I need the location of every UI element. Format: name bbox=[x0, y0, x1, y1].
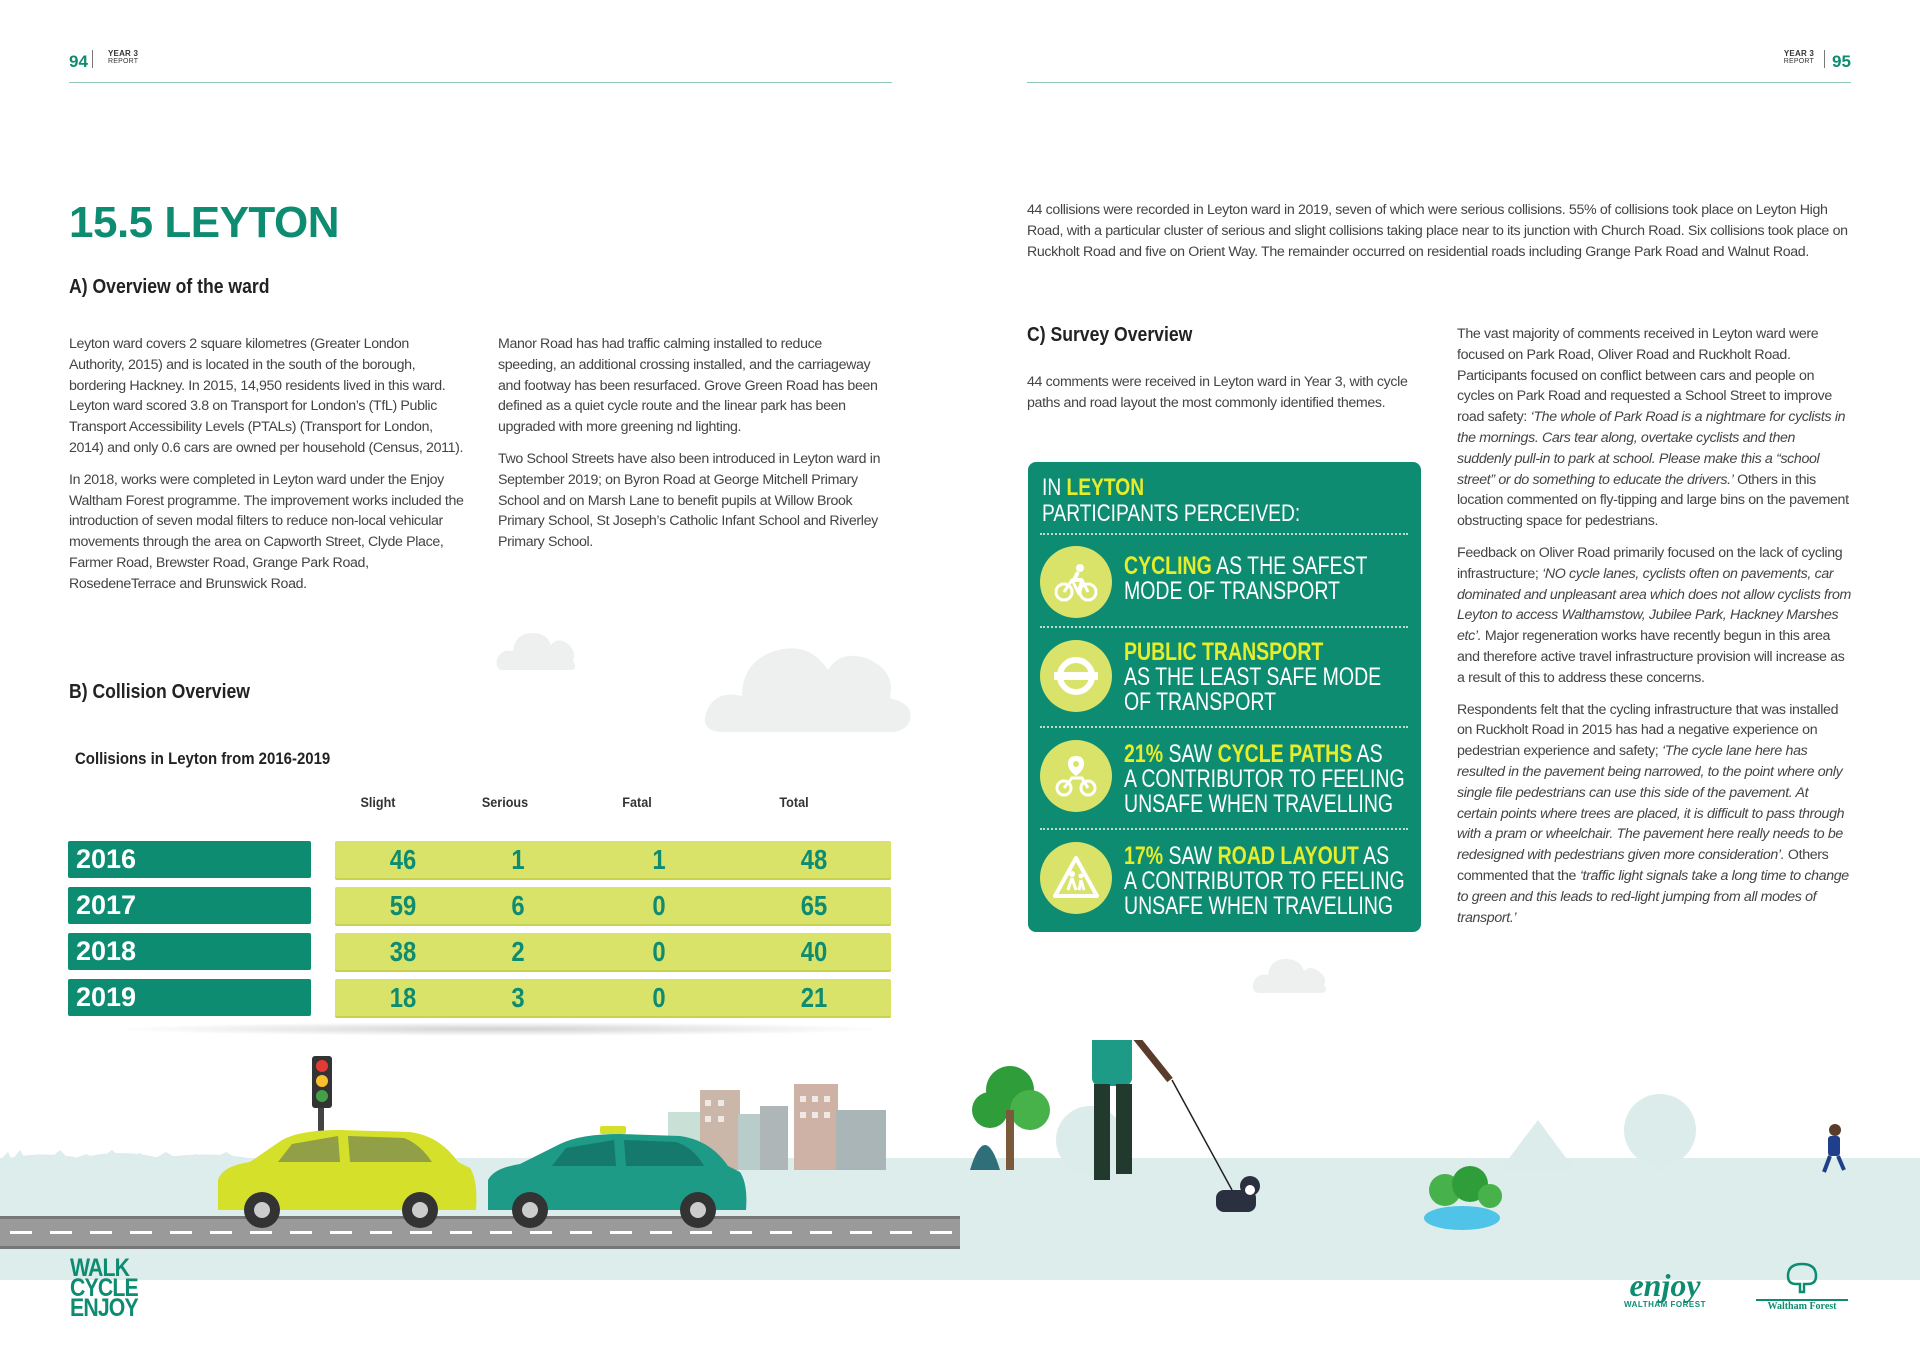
item-text: MODE OF TRANSPORT bbox=[1124, 577, 1340, 605]
infobox-divider bbox=[1040, 828, 1408, 830]
comment-text: Respondents felt that the cycling infrastructure that was installed on Ruckholt Road in 2015 has had a negative experience on pedestrian experience and safety; bbox=[1457, 701, 1839, 760]
item-text: AS THE LEAST SAFE MODE bbox=[1124, 663, 1382, 691]
report-line2: REPORT bbox=[108, 58, 139, 65]
item-text: UNSAFE WHEN TRAVELLING bbox=[1124, 790, 1394, 818]
overview-heading: A) Overview of the ward bbox=[69, 276, 270, 298]
item-highlight: 17% bbox=[1124, 842, 1164, 870]
comment-quote: ‘traffic light signals take a long time to change to green and this leads to red-light jumping from all modes of transport.’ bbox=[1457, 867, 1849, 926]
item-highlight: CYCLING bbox=[1124, 552, 1212, 580]
table-shadow bbox=[110, 1022, 890, 1036]
col-header-total: Total bbox=[779, 794, 809, 810]
street-illustration bbox=[0, 1040, 1920, 1280]
survey-heading: C) Survey Overview bbox=[1027, 324, 1193, 346]
survey-infobox bbox=[1028, 462, 1421, 932]
row-year: 2016 bbox=[68, 841, 311, 878]
infobox-item-3 bbox=[1124, 742, 1405, 817]
enjoy-waltham-forest-logo bbox=[1610, 1267, 1720, 1309]
overview-paragraph: Two School Streets have also been introduced in Leyton ward in September 2019; on Byron Road at George Mitchell Primary School and on Marsh Lane to benefit pupils at Willow Brook Primary School, St Joseph’s Catholic Infant School and Riverley Primary School. bbox=[498, 450, 881, 551]
item-highlight: ROAD LAYOUT bbox=[1217, 842, 1359, 870]
report-line2: REPORT bbox=[1783, 58, 1814, 65]
table-row bbox=[68, 979, 891, 1019]
logo-cycle: CYCLE bbox=[70, 1274, 138, 1302]
page-title: 15.5 LEYTON bbox=[69, 198, 340, 247]
logo-walk: WALK bbox=[70, 1254, 130, 1282]
bicycle-icon bbox=[1040, 546, 1112, 618]
overview-column-2 bbox=[498, 334, 883, 564]
comment-text: Feedback on Oliver Road primarily focused on the lack of cycling infrastructure; bbox=[1457, 544, 1843, 582]
item-highlight: CYCLE PATHS bbox=[1217, 740, 1353, 768]
logo-enjoy: ENJOY bbox=[70, 1294, 138, 1322]
item-text: A CONTRIBUTOR TO FEELING bbox=[1124, 765, 1405, 793]
comment-quote: ‘The whole of Park Road is a nightmare for cyclists in the mornings. Cars tear along, overtake cyclists and then suddenly pull-in to park at school. Please make this a “school street” or do something to educate the drivers.’ bbox=[1457, 409, 1846, 488]
road-crossing-icon bbox=[1040, 842, 1112, 914]
item-text: A CONTRIBUTOR TO FEELING bbox=[1124, 867, 1405, 895]
survey-comments-column bbox=[1457, 324, 1851, 939]
comment-quote: ‘NO cycle lanes, cyclists often on pavements, car dominated and unpleasant area which does not allow cyclists from Leyton to access Walthamstow, Jubilee Park, Hackney Marshes etc’. bbox=[1457, 565, 1851, 645]
infobox-subheading: PARTICIPANTS PERCEIVED: bbox=[1042, 500, 1301, 527]
table-title: Collisions in Leyton from 2016-2019 bbox=[75, 749, 331, 768]
roundel-icon bbox=[1040, 640, 1112, 712]
cloud-icon bbox=[495, 615, 580, 673]
left-page-number: 94 bbox=[69, 52, 88, 71]
infobox-heading-place: LEYTON bbox=[1066, 474, 1145, 501]
row-year: 2019 bbox=[68, 979, 311, 1016]
report-line1: YEAR 3 bbox=[1783, 49, 1814, 58]
comment-text: Others commented that the bbox=[1457, 847, 1829, 884]
table-row bbox=[68, 933, 891, 973]
infobox-divider bbox=[1040, 626, 1408, 628]
cell-serious: 3 bbox=[511, 982, 525, 1013]
overview-paragraph: In 2018, works were completed in Leyton ward under the Enjoy Waltham Forest programme. The improvement works included the introduction of seven modal filters to reduce non-local vehicular movements through the area on Capworth Street, Clyde Place, Farmer Road, Brewster Road, Grange Park Road, RosedeneTerrace and Brunswick Road. bbox=[69, 471, 464, 592]
table-row bbox=[68, 887, 891, 927]
item-text: AS bbox=[1358, 842, 1390, 870]
header-rule-right bbox=[1027, 82, 1851, 83]
comment-text: Major regeneration works have recently begun in this area and therefore active travel infrastructure provision will increase as a result of this to address these concerns. bbox=[1457, 628, 1845, 686]
row-year: 2017 bbox=[68, 887, 311, 924]
comments-paragraph-2 bbox=[1457, 543, 1851, 689]
cell-slight: 18 bbox=[389, 982, 417, 1013]
comment-quote: ‘The cycle lane here has resulted in the pavement being narrowed, to the point where only single file pedestrians can use this side of the pavement. At certain points where trees are placed, it is difficult to pass through with a pram or wheelchair. The pavement here really needs to be redesigned with pedestrians given more consideration’. bbox=[1457, 743, 1845, 864]
infobox-item-4 bbox=[1124, 844, 1405, 919]
col-header-serious: Serious bbox=[481, 794, 529, 810]
comments-paragraph-3 bbox=[1457, 700, 1851, 929]
header-rule-left bbox=[69, 82, 892, 83]
cell-total: 65 bbox=[800, 890, 828, 921]
tree-icon bbox=[1782, 1262, 1822, 1294]
collision-summary: 44 collisions were recorded in Leyton ward in 2019, seven of which were serious collisions. 55% of collisions took place on Leyton High Road, with a particular cluster of serious and slight collisions taking place near to its junction with Church Road. Six collisions took place on Ruckholt Road and five on Orient Way. The remainder occurred on residential roads including Grange Park Road and Walnut Road. bbox=[1027, 202, 1848, 260]
item-text: UNSAFE WHEN TRAVELLING bbox=[1124, 892, 1394, 920]
collision-heading: B) Collision Overview bbox=[69, 681, 250, 703]
comments-paragraph-1 bbox=[1457, 324, 1851, 532]
cell-fatal: 1 bbox=[652, 844, 666, 875]
right-page-number: 95 bbox=[1832, 52, 1851, 71]
waltham-forest-text: Waltham Forest bbox=[1767, 1301, 1837, 1312]
report-line1: YEAR 3 bbox=[108, 49, 139, 58]
cell-serious: 1 bbox=[511, 844, 525, 875]
overview-paragraph: Leyton ward covers 2 square kilometres (Greater London Authority, 2015) and is located in the south of the borough, bordering Hackney. In 2015, 14,950 residents lived in this ward. Leyton ward scored 3.8 on Transport for London’s (TfL) Public Transport Accessibility Levels (PTALs) (Transport for London, 2014) and only 0.6 cars are owned per household (Census, 2011). bbox=[69, 336, 464, 456]
cell-serious: 6 bbox=[511, 890, 525, 921]
item-text: AS bbox=[1352, 740, 1383, 768]
cell-total: 48 bbox=[800, 844, 828, 875]
item-text: OF TRANSPORT bbox=[1124, 688, 1277, 716]
cell-fatal: 0 bbox=[652, 982, 666, 1013]
report-label-right bbox=[1782, 50, 1814, 66]
infobox-heading-in: IN bbox=[1042, 474, 1067, 501]
waltham-forest-council-logo bbox=[1752, 1262, 1852, 1312]
enjoy-logo-subtext: WALTHAM FOREST bbox=[1624, 1300, 1706, 1309]
cycle-path-icon bbox=[1040, 740, 1112, 812]
item-highlight: PUBLIC TRANSPORT bbox=[1124, 638, 1324, 666]
infobox-heading bbox=[1042, 476, 1144, 500]
collision-table bbox=[68, 841, 891, 1019]
enjoy-logo-text: enjoy bbox=[1629, 1267, 1701, 1303]
header-divider bbox=[1824, 50, 1825, 68]
col-header-slight: Slight bbox=[360, 794, 396, 810]
item-text: AS THE SAFEST bbox=[1211, 552, 1368, 580]
comment-text: The vast majority of comments received in Leyton ward were focused on Park Road, Oliver Road and Ruckholt Road. Participants focused on conflict between cars and people on cycles on Park Road and requested a School Street to improve road safety: bbox=[1457, 326, 1832, 426]
infobox-divider bbox=[1040, 533, 1408, 535]
header-divider bbox=[92, 50, 93, 68]
cell-serious: 2 bbox=[511, 936, 525, 967]
overview-column-1 bbox=[69, 334, 464, 606]
cell-fatal: 0 bbox=[652, 890, 666, 921]
cloud-icon bbox=[1250, 945, 1330, 995]
survey-intro: 44 comments were received in Leyton ward in Year 3, with cycle paths and road layout the most commonly identified themes. bbox=[1027, 374, 1408, 411]
infobox-item-2 bbox=[1124, 640, 1381, 715]
cell-slight: 59 bbox=[389, 890, 417, 921]
walk-cycle-enjoy-logo bbox=[70, 1254, 138, 1322]
infobox-item-1 bbox=[1124, 554, 1367, 604]
cell-fatal: 0 bbox=[652, 936, 666, 967]
item-highlight: 21% bbox=[1124, 740, 1164, 768]
overview-paragraph: Manor Road has had traffic calming installed to reduce speeding, an additional crossing installed, and the carriageway and footway has been resurfaced. Grove Green Road has been defined as a quiet cycle route and the linear park has been upgraded with more greening nd lighting. bbox=[498, 336, 878, 436]
row-year: 2018 bbox=[68, 933, 311, 970]
infobox-divider bbox=[1040, 726, 1408, 728]
cloud-icon bbox=[700, 620, 915, 735]
report-label-left bbox=[108, 50, 138, 66]
item-text: SAW bbox=[1163, 740, 1218, 768]
item-text: SAW bbox=[1163, 842, 1218, 870]
col-header-fatal: Fatal bbox=[622, 794, 652, 810]
cell-slight: 46 bbox=[389, 844, 417, 875]
cell-total: 40 bbox=[800, 936, 828, 967]
cell-slight: 38 bbox=[389, 936, 417, 967]
cell-total: 21 bbox=[800, 982, 828, 1013]
comment-text: Others in this location commented on fly-tipping and large bins on the pavement obstructing space for pedestrians. bbox=[1457, 471, 1849, 530]
table-row bbox=[68, 841, 891, 881]
